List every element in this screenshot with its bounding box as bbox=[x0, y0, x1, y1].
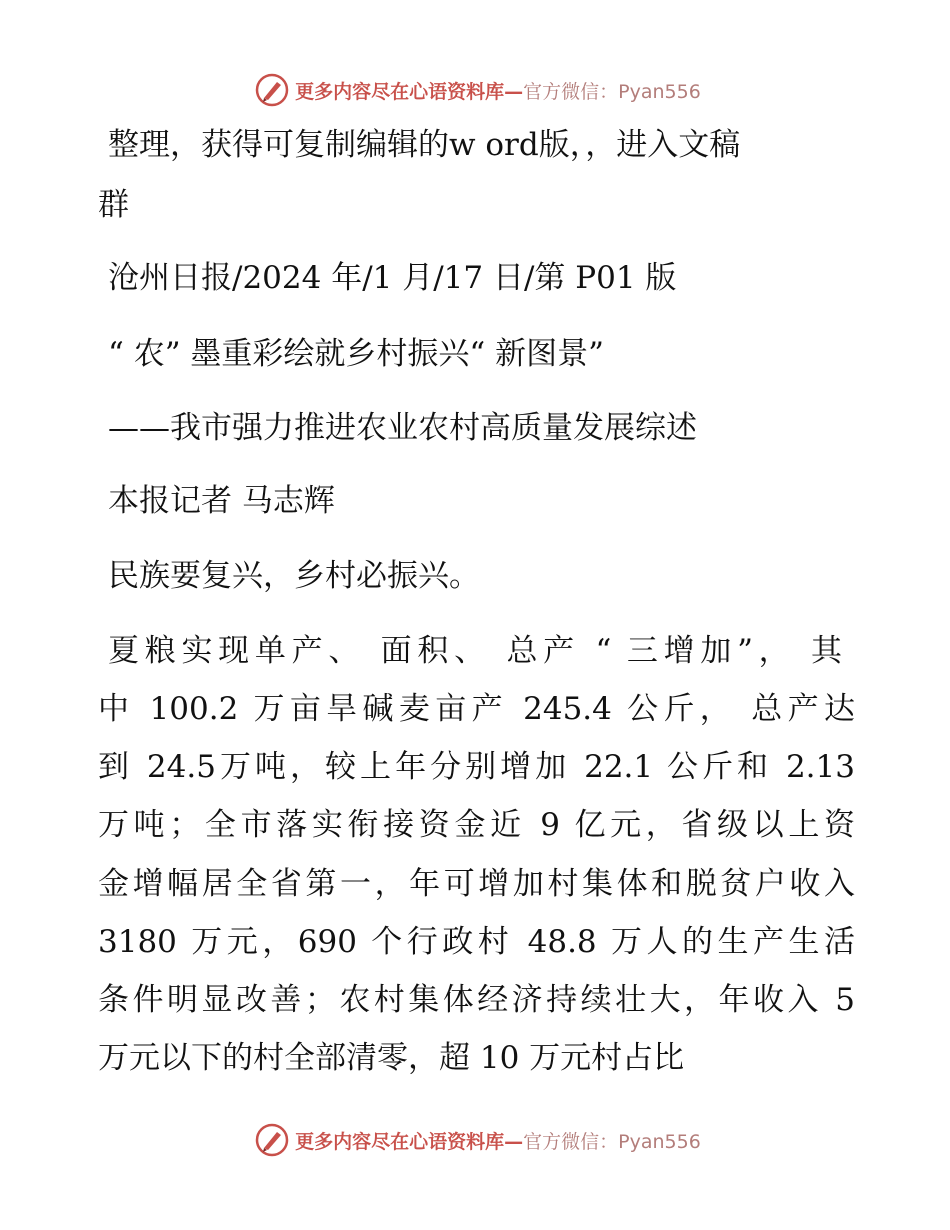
body-line-5: 金增幅居全省第一，年可增加村集体和脱贫户收入 bbox=[98, 866, 855, 902]
body-line-3: 到 24.5万吨，较上年分别增加 22.1 公斤和 2.13 bbox=[98, 749, 855, 785]
body-line-6: 3180 万元，690 个行政村 48.8 万人的生产生活 bbox=[98, 924, 855, 960]
lead-paragraph: 民族要复兴，乡村必振兴。 bbox=[108, 558, 480, 594]
intro-line-2: 群 bbox=[98, 187, 129, 223]
article-title: “ 农” 墨重彩绘就乡村振兴“ 新图景” bbox=[108, 336, 604, 372]
banner-text: 更多内容尽在心语资料库—官方微信：Pyan556 bbox=[295, 80, 701, 103]
body-line-1: 夏粮实现单产、 面积、 总产 “ 三增加”， 其 bbox=[108, 633, 842, 669]
body-line-2: 中 100.2 万亩旱碱麦亩产 245.4 公斤， 总产达 bbox=[98, 691, 855, 727]
header-banner bbox=[0, 70, 950, 110]
source-line: 沧州日报/2024 年/1 月/17 日/第 P01 版 bbox=[108, 260, 677, 296]
pen-logo-icon bbox=[255, 1123, 289, 1157]
body-line-4: 万吨；全市落实衔接资金近 9 亿元，省级以上资 bbox=[98, 807, 855, 843]
footer-banner bbox=[0, 1120, 950, 1160]
article-subtitle: ——我市强力推进农业农村高质量发展综述 bbox=[108, 410, 697, 446]
intro-line-1: 整理，获得可复制编辑的w ord版，，进入文稿 bbox=[108, 127, 741, 163]
pen-logo-icon bbox=[255, 73, 289, 107]
byline: 本报记者 马志辉 bbox=[108, 483, 335, 519]
body-line-8: 万元以下的村全部清零，超 10 万元村占比 bbox=[98, 1040, 685, 1076]
banner-text: 更多内容尽在心语资料库—官方微信：Pyan556 bbox=[295, 1130, 701, 1153]
body-line-7: 条件明显改善；农村集体经济持续壮大，年收入 5 bbox=[98, 982, 855, 1018]
